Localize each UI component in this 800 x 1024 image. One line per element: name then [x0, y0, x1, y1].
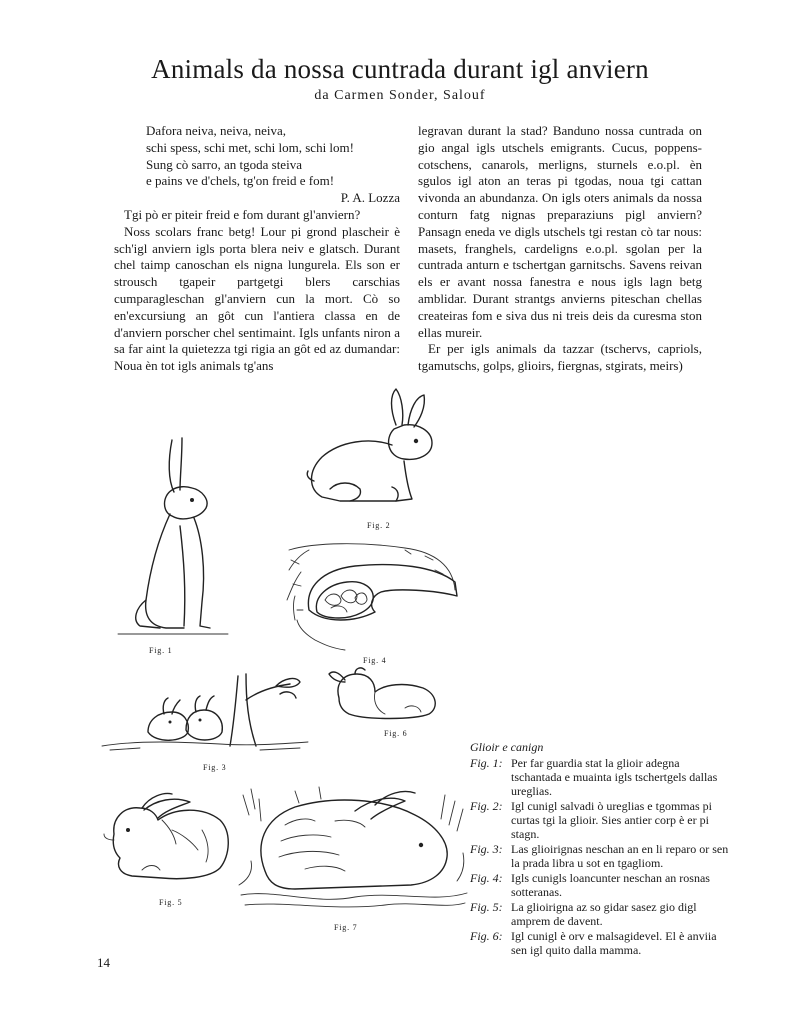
rabbit-in-nest-illustration [235, 785, 470, 915]
legend-item [470, 871, 730, 899]
paragraph: Noss scolars franc betg! Lour pi grond plascheir è sch'igl anviern igls porta blera neiv e glatsch. Durant chel taimp canoschan els nigna lungurela. Els son er strousch tgapeir partgetgi blers carschias cumparagleschan gl'anviern cun la mort. Cò so en'excursiung an gôt cun l'antiera classa en de d'anviern porscher chel sentimaint. Igls unfants niron a sa far aint la quietezza tgi rigia an gôt ed az dumandar: Noua èn tot igls animals tg'ans [114, 223, 400, 374]
rabbit-illustration [300, 385, 450, 510]
figure-caption: Fig. 5 [159, 898, 183, 907]
figure-caption: Fig. 3 [203, 763, 227, 772]
legend-item [470, 756, 730, 798]
figure-caption: Fig. 6 [384, 729, 408, 738]
legend-item [470, 842, 730, 870]
figure-caption: Fig. 4 [363, 656, 387, 665]
rabbit-burrow-illustration [285, 540, 460, 655]
poem-line: e pains ve d'chels, tg'on freid e fom! [146, 173, 335, 189]
poem-author: P. A. Lozza [340, 190, 400, 206]
legend-text: Igl cunigl salvadi ò ureglias e tgommas pi curtas tgi la glioir. Sies antier corp è er pi stagn. [511, 799, 712, 841]
legend-text: Igls cunigls loancunter neschan an rosnas sotteranas. [511, 871, 710, 899]
legend-item [470, 900, 730, 928]
legend-label: Fig. 2: [470, 799, 503, 813]
leverets-under-tree-illustration [100, 670, 310, 755]
right-column [418, 123, 702, 375]
figure-caption: Fig. 7 [334, 923, 358, 932]
crouching-hare-illustration [102, 790, 232, 890]
legend-text: Las glioirignas neschan an en li reparo or sen la prada libra u sot en tgagliom. [511, 842, 729, 870]
legend-title: Glioir e canign [470, 740, 544, 754]
figure-legend [470, 740, 730, 958]
poem-line: Dafora neiva, neiva, neiva, [146, 123, 287, 138]
paragraph: Tgi pò er piteir freid e fom durant gl'anviern? [124, 206, 361, 222]
legend-text: Per far guardia stat la glioir adegna tschantada e muainta igls tschertgels dallas ureglias. [511, 756, 718, 798]
legend-label: Fig. 5: [470, 900, 503, 914]
legend-label: Fig. 6: [470, 929, 503, 943]
figure-caption: Fig. 2 [367, 521, 391, 530]
figure-caption: Fig. 1 [149, 646, 173, 655]
article-byline: da Carmen Sonder, Salouf [314, 88, 486, 103]
legend-label: Fig. 1: [470, 756, 503, 770]
article-title: Animals da nossa cuntrada durant igl anviern [151, 54, 649, 84]
poem-line: schi spess, schi met, schi lom, schi lom! [146, 139, 354, 155]
legend-label: Fig. 3: [470, 842, 503, 856]
newborn-rabbit-illustration [325, 668, 445, 723]
poem [146, 123, 400, 207]
paragraph: Er per igls animals da tazzar (tschervs, capriols, tgamutschs, golps, glioirs, fiergnas, stgirats, meirs) [418, 341, 702, 374]
poem-line: Sung cò sarro, an tgoda steiva [146, 156, 302, 172]
legend-item [470, 799, 730, 841]
hare-sitting-illustration [110, 430, 230, 640]
legend-label: Fig. 4: [470, 871, 503, 885]
paragraph: legravan durant la stad? Banduno nossa cuntrada on gio angal igls utschels emigrants. Cucus, poppens-cotschens, canarols, merligns, sturnels e.o.pl. èn sgulos igl aton an teras pi tgodas, noua tgi cattan vivonda an abundanza. On igls oters animals da nossa conturn fatg nignas preparaziuns pigl anviern? Pansagn eneda ve digls utschels tgi restan cò tar nous: masets, franghels, cardeligns e.o.pl. sgolan per la cuntrada anturn e tschertgan garnitschs. Savens reivan els er avant nossa fanestra e nous igls lagn betg amblidar. Durant strantgs anvierns piteschan chellas createiras fom e siva dus ni treis deis da curesma ston ellas mureir. [418, 123, 702, 340]
legend-text: Igl cunigl è orv e malsagidevel. El è anviia sen igl quito dalla mamma. [511, 929, 717, 957]
page-number: 14 [97, 955, 110, 970]
legend-item [470, 929, 730, 957]
legend-text: La glioirigna az so gidar sasez gio digl amprem de davent. [511, 900, 697, 928]
left-column [114, 123, 400, 375]
